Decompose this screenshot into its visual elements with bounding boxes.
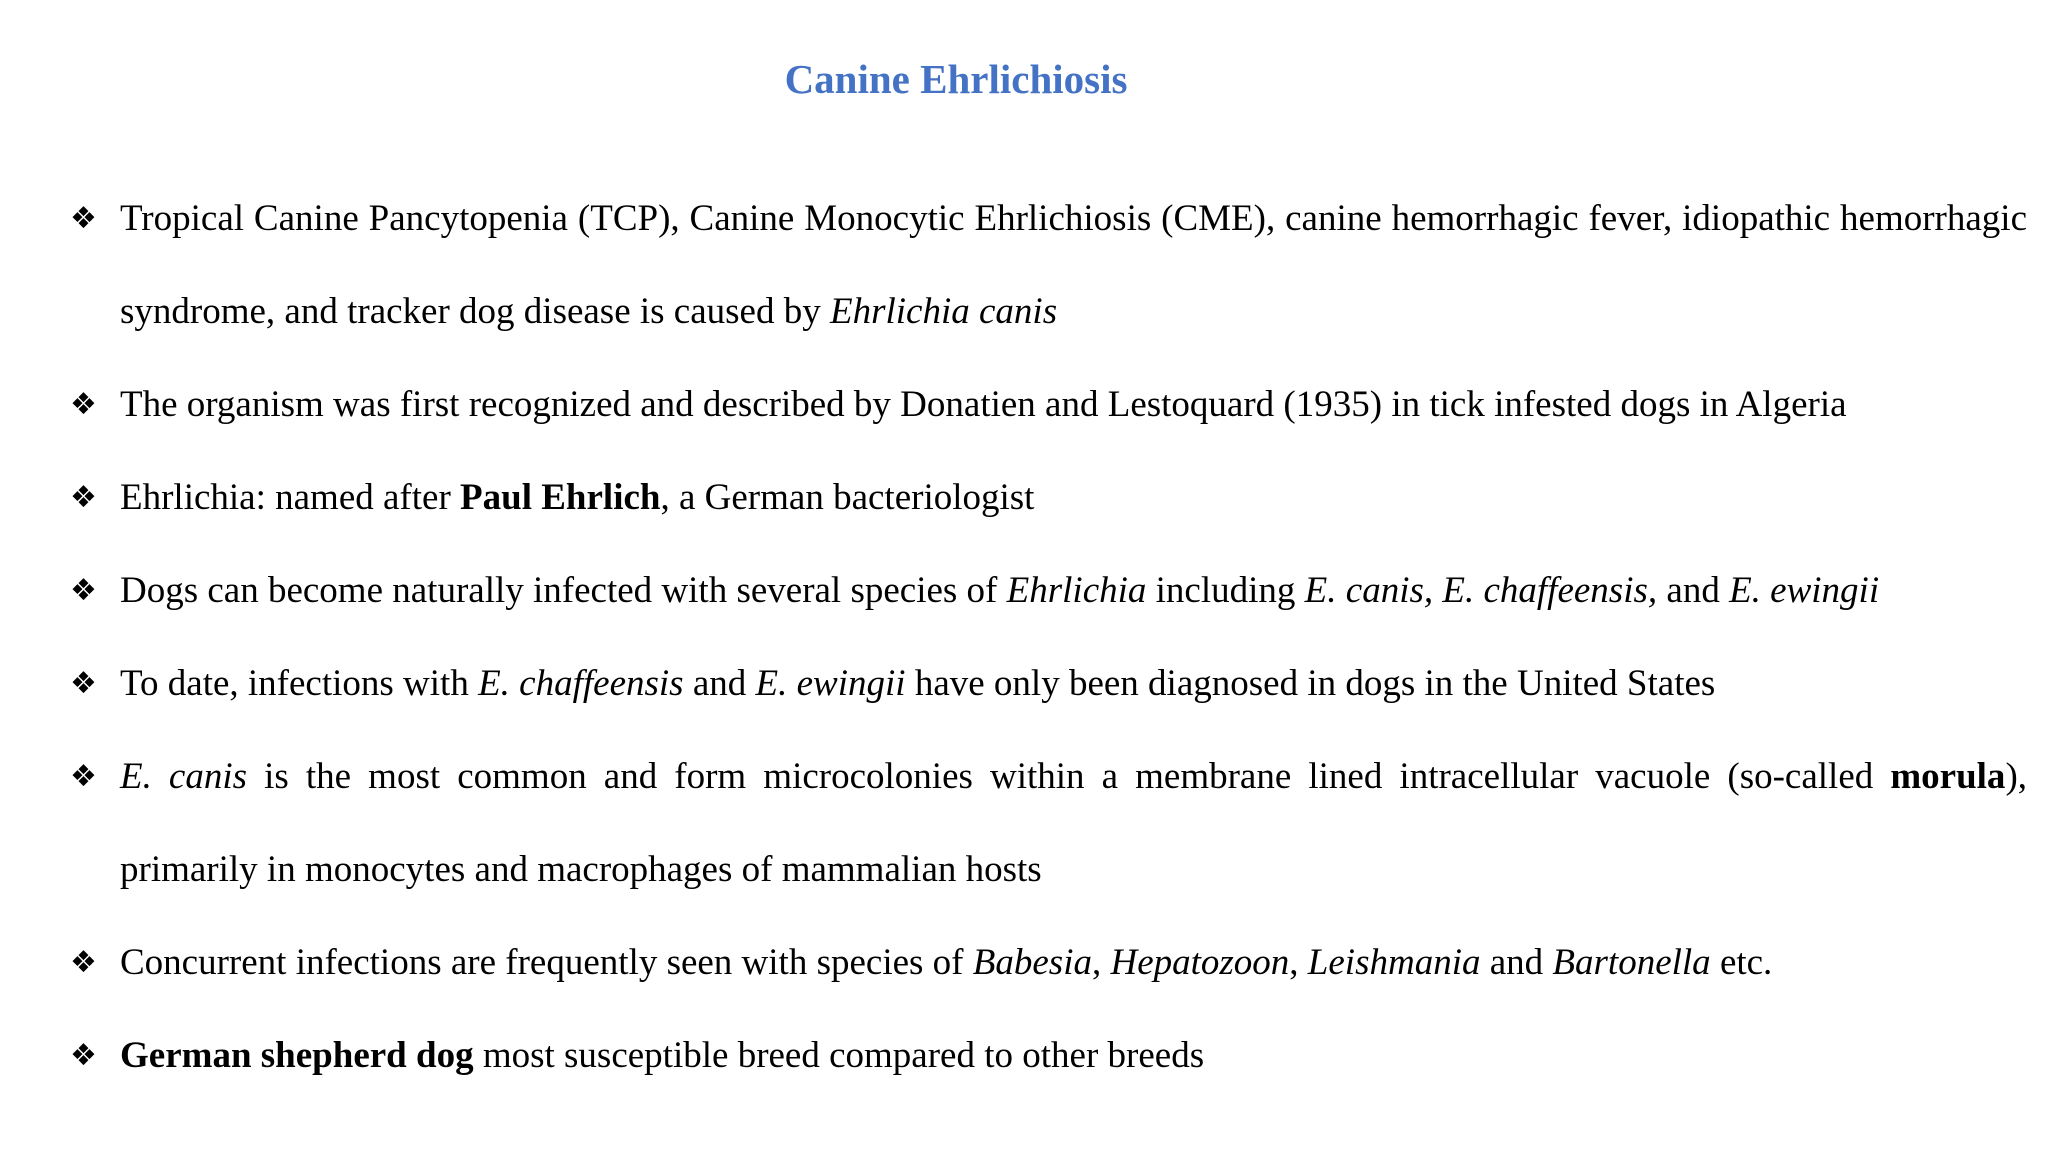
bullet-item — [70, 1009, 2027, 1102]
bullet-text-segment: including — [1146, 570, 1305, 611]
bullet-text-segment: Babesia — [972, 942, 1092, 983]
bullet-text-segment: , — [1091, 942, 1111, 983]
diamond-bullet-icon: ❖ — [70, 759, 97, 794]
bullet-text-segment: , — [1289, 942, 1308, 983]
bullet-text-segment: etc. — [1710, 942, 1773, 983]
diamond-bullet-icon: ❖ — [70, 573, 97, 608]
diamond-bullet-icon: ❖ — [70, 1038, 97, 1073]
bullet-text-segment: E. canis, E. chaffeensis, — [1304, 570, 1658, 611]
bullet-text-segment: German shepherd dog — [120, 1035, 474, 1076]
bullet-text-segment: Concurrent infections are frequently seen with species of — [120, 942, 973, 983]
bullet-text-segment: Leishmania — [1307, 942, 1481, 983]
bullet-text-segment: have only been diagnosed in dogs in the United States — [905, 663, 1716, 704]
bullet-text-segment: is the most common and form microcolonies within a membrane lined intracellular vacuole (so-called — [247, 756, 1891, 797]
bullet-text-segment: E. ewingii — [755, 663, 906, 704]
diamond-bullet-icon: ❖ — [70, 945, 97, 980]
bullet-text-segment: Paul Ehrlich — [460, 477, 661, 518]
slide-title: Canine Ehrlichiosis — [784, 56, 1128, 102]
bullet-text-segment: E. chaffeensis — [478, 663, 684, 704]
bullet-text-segment: Hepatozoon — [1110, 942, 1290, 983]
bullet-item — [70, 730, 2027, 916]
bullet-item — [70, 916, 2027, 1009]
bullet-text-segment: and — [1480, 942, 1553, 983]
bullet-text-segment: morula — [1890, 756, 2006, 797]
bullet-text-segment: The organism was first recognized and described by Donatien and Lestoquard (1935) in tick infested dogs in Algeria — [120, 384, 1847, 425]
bullet-text-segment: Ehrlichia: named after — [120, 477, 461, 518]
diamond-bullet-icon: ❖ — [70, 387, 97, 422]
bullet-text-segment: E. ewingii — [1729, 570, 1880, 611]
bullet-text-segment: and — [683, 663, 756, 704]
bullet-item — [70, 637, 2027, 730]
bullet-item — [70, 358, 2027, 451]
bullet-list — [70, 172, 2027, 1102]
bullet-text-segment: Ehrlichia canis — [829, 291, 1058, 332]
diamond-bullet-icon: ❖ — [70, 201, 97, 236]
bullet-item — [70, 544, 2027, 637]
bullet-text-segment: most susceptible breed compared to other breeds — [473, 1035, 1205, 1076]
bullet-text-segment: Ehrlichia — [1006, 570, 1147, 611]
bullet-text-segment: E. canis — [120, 756, 248, 797]
bullet-item — [70, 172, 2027, 358]
bullet-text-segment: , a German bacteriologist — [660, 477, 1035, 518]
diamond-bullet-icon: ❖ — [70, 666, 97, 701]
bullet-text-segment: and — [1657, 570, 1730, 611]
bullet-text-segment: Dogs can become naturally infected with several species of — [120, 570, 1007, 611]
bullet-text-segment: ), primarily in monocytes and macrophages of mammalian hosts — [120, 756, 2028, 890]
diamond-bullet-icon: ❖ — [70, 480, 97, 515]
bullet-text-segment: Tropical Canine Pancytopenia (TCP), Canine Monocytic Ehrlichiosis (CME), canine hemorrhagic fever, idiopathic hemorrhagic syndrome, and tracker dog disease is caused by — [120, 198, 2027, 332]
bullet-item — [70, 451, 2027, 544]
bullet-text-segment: Bartonella — [1552, 942, 1711, 983]
bullet-text-segment: To date, infections with — [120, 663, 479, 704]
